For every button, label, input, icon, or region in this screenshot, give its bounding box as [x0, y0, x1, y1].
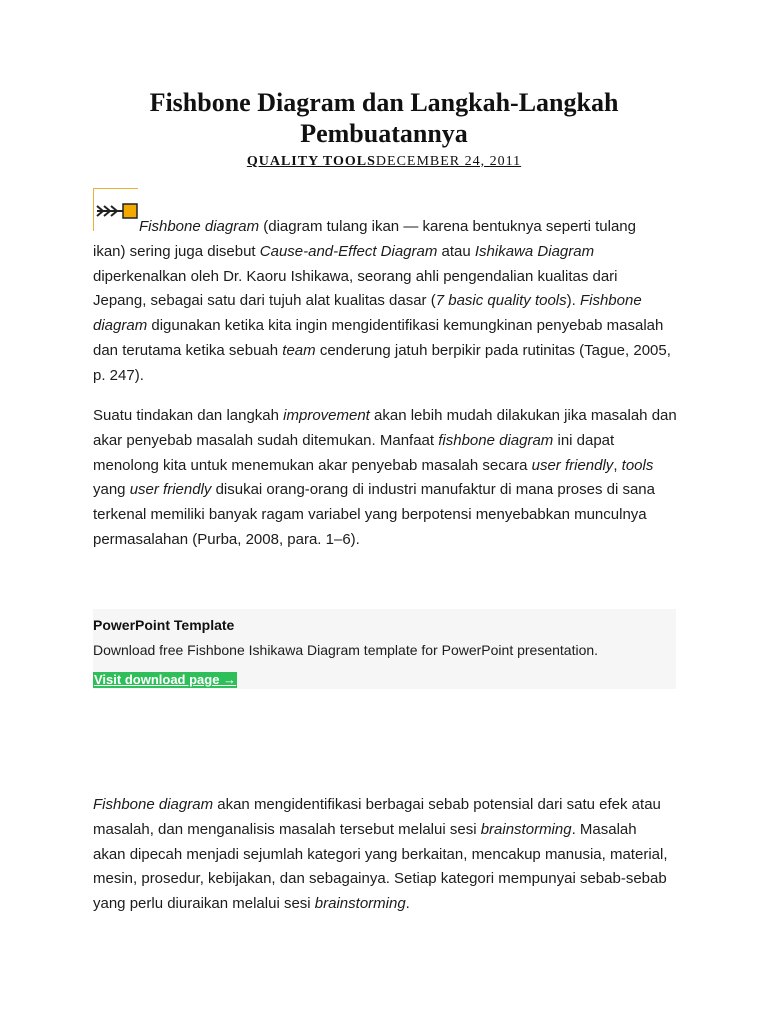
text-run: brainstorming: [314, 895, 406, 913]
text-run: . Masalah akan dipecah menjadi sejumlah kategori yang berkaitan, mencakup manusia, material, mesin, prosedur, kebijakan, dan sebagainya. Setiap kategori mempunyai sebab-sebab yang perlu diuraikan melalui sesi: [93, 820, 668, 913]
category-link[interactable]: QUALITY TOOLS: [246, 154, 376, 169]
text-run: Cause-and-Effect Diagram: [259, 242, 438, 260]
text-run: disukai orang-orang di industri manufaktur di mana proses di sana terkenal memiliki banyak ragam variabel yang berpotensi menyebabkan munculnya permasalahan (Purba, 2008, para. 1–6).: [93, 481, 655, 548]
text-run: .: [405, 895, 410, 913]
text-run: 7 basic quality tools: [435, 292, 567, 310]
text-run: Fishbone diagram: [93, 796, 214, 813]
article-meta: [100, 154, 668, 170]
text-run: cenderung jatuh berpikir pada rutinitas (Tague, 2005, p. 247).: [93, 341, 671, 384]
text-run: atau: [437, 242, 475, 260]
text-run: akan mengidentifikasi berbagai sebab potensial dari satu efek atau masalah, dan menganalisis masalah tersebut melalui sesi: [93, 796, 661, 838]
text-run: Suatu tindakan dan langkah: [93, 407, 284, 424]
text-run: Fishbone diagram: [139, 218, 260, 235]
intro-paragraph: [93, 215, 671, 389]
powerpoint-promo-box: [93, 609, 676, 689]
text-run: (diagram tulang ikan — karena bentuknya seperti tulang ikan) sering juga disebut: [93, 218, 636, 260]
analysis-paragraph: [93, 793, 673, 917]
date-link[interactable]: DECEMBER 24, 2011: [375, 154, 522, 169]
text-run: improvement: [283, 407, 370, 424]
text-run: digunakan ketika kita ingin mengidentifikasi kemungkinan penyebab masalah dan terutama ketika sebuah: [93, 317, 664, 359]
promo-description: Download free Fishbone Ishikawa Diagram template for PowerPoint presentation.: [93, 642, 599, 658]
promo-title: PowerPoint Template: [93, 617, 235, 633]
text-run: brainstorming: [480, 820, 572, 838]
article-title: Fishbone Diagram dan Langkah-Langkah Pembuatannya: [149, 88, 619, 148]
text-run: diperkenalkan oleh Dr. Kaoru Ishikawa, seorang ahli pengendalian kualitas dari Jepang, sebagai satu dari tujuh alat kualitas dasar (: [93, 267, 618, 310]
text-run: yang: [93, 481, 130, 499]
text-run: user friendly: [129, 481, 212, 499]
text-run: user friendly: [531, 456, 614, 474]
text-run: ).: [566, 292, 580, 310]
benefit-paragraph: [93, 404, 678, 553]
visit-download-page-link[interactable]: Visit download page →: [94, 672, 237, 687]
text-run: ini dapat menolong kita untuk menemukan akar penyebab masalah secara: [93, 431, 615, 474]
text-run: Fishbone diagram: [93, 292, 642, 335]
text-run: ,: [613, 456, 622, 474]
text-run: akan lebih mudah dilakukan jika masalah dan akar penyebab masalah sudah ditemukan. Manfaat: [93, 407, 677, 449]
text-run: Ishikawa Diagram: [474, 242, 595, 260]
text-run: fishbone diagram: [438, 431, 554, 449]
text-run: team: [282, 341, 316, 359]
text-run: tools: [621, 456, 654, 474]
